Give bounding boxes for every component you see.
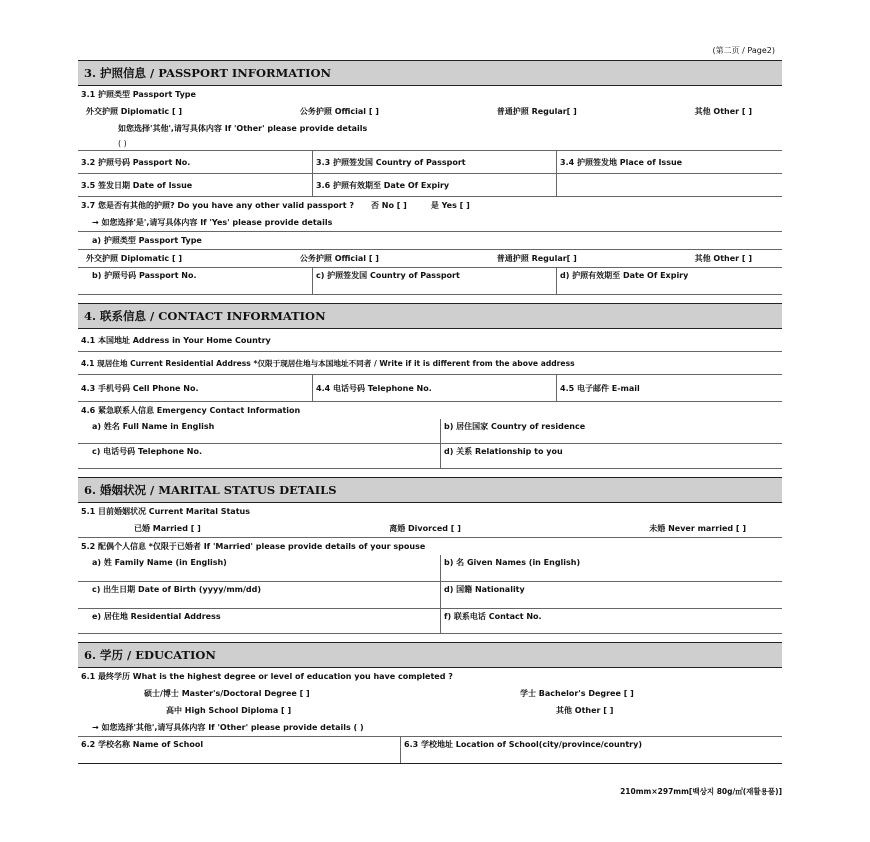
other-other-checkbox[interactable]: 其他 Other [ ] <box>694 254 752 263</box>
education-section-header: 6. 学历 / EDUCATION <box>78 642 782 668</box>
application-form <box>78 60 782 764</box>
spouse-row-2 <box>78 582 782 609</box>
passport-other-details-row <box>78 137 782 151</box>
school-name-field[interactable]: 6.2 学校名称 Name of School <box>81 740 204 749</box>
education-question: 6.1 最终学历 What is the highest degree or level of education you have completed ? <box>81 672 453 681</box>
spouse-row-1 <box>78 555 782 582</box>
spouse-nationality-field[interactable]: d) 国籍 Nationality <box>440 582 782 608</box>
emergency-country-field[interactable]: b) 居住国家 Country of residence <box>440 419 782 443</box>
education-other-checkbox[interactable]: 其他 Other [ ] <box>556 706 614 715</box>
other-passport-country-field[interactable]: c) 护照签发国 Country of Passport <box>312 268 556 294</box>
other-checkbox[interactable]: 其他 Other [ ] <box>694 107 752 116</box>
paper-spec-footer: 210mm×297mm[백상지 80g/㎡(재활용품)] <box>620 787 782 796</box>
spouse-contact-field[interactable]: f) 联系电话 Contact No. <box>440 609 782 633</box>
emergency-row-1 <box>78 419 782 444</box>
spouse-family-name-field[interactable]: a) 姓 Family Name (in English) <box>92 558 227 567</box>
other-passport-yes-checkbox[interactable]: 是 Yes [ ] <box>430 201 470 210</box>
other-passport-info-row <box>78 268 782 295</box>
bachelor-checkbox[interactable]: 学士 Bachelor's Degree [ ] <box>520 689 634 698</box>
other-passport-type-label: a) 护照类型 Passport Type <box>92 236 202 245</box>
current-address-row <box>78 352 782 375</box>
passport-section-header: 3. 护照信息 / PASSPORT INFORMATION <box>78 60 782 86</box>
marital-section-header: 6. 婚姻状况 / MARITAL STATUS DETAILS <box>78 477 782 503</box>
phone-row <box>78 375 782 402</box>
spouse-row-3 <box>78 609 782 634</box>
high-school-checkbox[interactable]: 高中 High School Diploma [ ] <box>166 706 292 715</box>
passport-type-label: 3.1 护照类型 Passport Type <box>81 90 196 99</box>
other-passport-note: → 如您选择'是',请写具体内容 If 'Yes' please provide details <box>92 218 333 227</box>
passport-other-details-field[interactable]: ( ) <box>118 139 127 148</box>
emergency-row-2 <box>78 444 782 469</box>
other-passport-question: 3.7 您是否有其他的护照? Do you have any other valid passport ? <box>81 201 354 210</box>
married-checkbox[interactable]: 已婚 Married [ ] <box>134 524 201 533</box>
diplomatic-checkbox[interactable]: 外交护照 Diplomatic [ ] <box>86 107 183 116</box>
divorced-checkbox[interactable]: 离婚 Divorced [ ] <box>389 524 461 533</box>
official-checkbox[interactable]: 公务护照 Official [ ] <box>299 107 379 116</box>
other-diplomatic-checkbox[interactable]: 外交护照 Diplomatic [ ] <box>86 254 183 263</box>
never-married-checkbox[interactable]: 未婚 Never married [ ] <box>649 524 746 533</box>
passport-empty-cell <box>556 174 782 196</box>
spouse-address-field[interactable]: e) 居住地 Residential Address <box>92 612 221 621</box>
passport-type-label-row <box>78 86 782 103</box>
marital-status-options <box>78 520 782 538</box>
email-field[interactable]: 4.5 电子邮件 E-mail <box>556 375 782 401</box>
education-options-row-1 <box>78 685 782 702</box>
education-question-row <box>78 668 782 685</box>
telephone-field[interactable]: 4.4 电话号码 Telephone No. <box>312 375 556 401</box>
emergency-telephone-field[interactable]: c) 电话号码 Telephone No. <box>92 447 203 456</box>
other-passport-note-row <box>78 214 782 232</box>
passport-issue-date-field[interactable]: 3.5 签发日期 Date of Issue <box>81 180 193 190</box>
other-passport-question-row <box>78 197 782 214</box>
emergency-contact-label: 4.6 紧急联系人信息 Emergency Contact Information <box>81 406 301 415</box>
spouse-info-label: 5.2 配偶个人信息 *仅限于已婚者 If 'Married' please provide details of your spouse <box>81 542 426 551</box>
home-address-field[interactable]: 4.1 本国地址 Address in Your Home Country <box>81 335 271 345</box>
passport-info-row-2 <box>78 174 782 197</box>
education-other-note-row <box>78 719 782 737</box>
passport-type-options <box>78 103 782 120</box>
other-passport-type-row <box>78 232 782 250</box>
regular-checkbox[interactable]: 普通护照 Regular[ ] <box>496 107 577 116</box>
other-official-checkbox[interactable]: 公务护照 Official [ ] <box>299 254 379 263</box>
education-other-note[interactable]: → 如您选择'其他',请写具体内容 If 'Other' please provide details ( ) <box>92 723 364 732</box>
passport-country-field[interactable]: 3.3 护照签发国 Country of Passport <box>312 151 556 173</box>
other-passport-no-checkbox[interactable]: 否 No [ ] <box>370 201 407 210</box>
current-address-field[interactable]: 4.1 现居住地 Current Residential Address *仅限于现居住地与本国地址不同者 / Write if it is different from the above address <box>81 358 575 368</box>
marital-status-label-row <box>78 503 782 520</box>
spouse-label-row <box>78 538 782 555</box>
passport-place-field[interactable]: 3.4 护照签发地 Place of Issue <box>556 151 782 173</box>
master-doctoral-checkbox[interactable]: 硕士/博士 Master's/Doctoral Degree [ ] <box>144 689 310 698</box>
contact-section-header: 4. 联系信息 / CONTACT INFORMATION <box>78 303 782 329</box>
spouse-dob-field[interactable]: c) 出生日期 Date of Birth (yyyy/mm/dd) <box>92 585 262 594</box>
education-options-row-2 <box>78 702 782 719</box>
emergency-label-row <box>78 402 782 419</box>
passport-other-note: 如您选择'其他',请写具体内容 If 'Other' please provide details <box>118 124 368 133</box>
other-passport-no-field[interactable]: b) 护照号码 Passport No. <box>92 271 197 280</box>
other-passport-expiry-field[interactable]: d) 护照有效期至 Date Of Expiry <box>556 268 782 294</box>
emergency-name-field[interactable]: a) 姓名 Full Name in English <box>92 422 215 431</box>
marital-status-label: 5.1 目前婚姻状况 Current Marital Status <box>81 507 250 516</box>
school-row <box>78 737 782 764</box>
passport-expiry-date-field[interactable]: 3.6 护照有效期至 Date Of Expiry <box>312 174 556 196</box>
other-passport-type-options <box>78 250 782 268</box>
page-number-note: (第二页 / Page2) <box>712 46 775 55</box>
spouse-given-names-field[interactable]: b) 名 Given Names (in English) <box>440 555 782 581</box>
cell-phone-field[interactable]: 4.3 手机号码 Cell Phone No. <box>81 383 199 393</box>
emergency-relationship-field[interactable]: d) 关系 Relationship to you <box>440 444 782 468</box>
school-location-field[interactable]: 6.3 学校地址 Location of School(city/province/country) <box>400 737 782 763</box>
home-address-row <box>78 329 782 352</box>
other-regular-checkbox[interactable]: 普通护照 Regular[ ] <box>496 254 577 263</box>
passport-info-row-1 <box>78 151 782 174</box>
passport-no-field[interactable]: 3.2 护照号码 Passport No. <box>81 157 191 167</box>
passport-other-note-row <box>78 120 782 137</box>
